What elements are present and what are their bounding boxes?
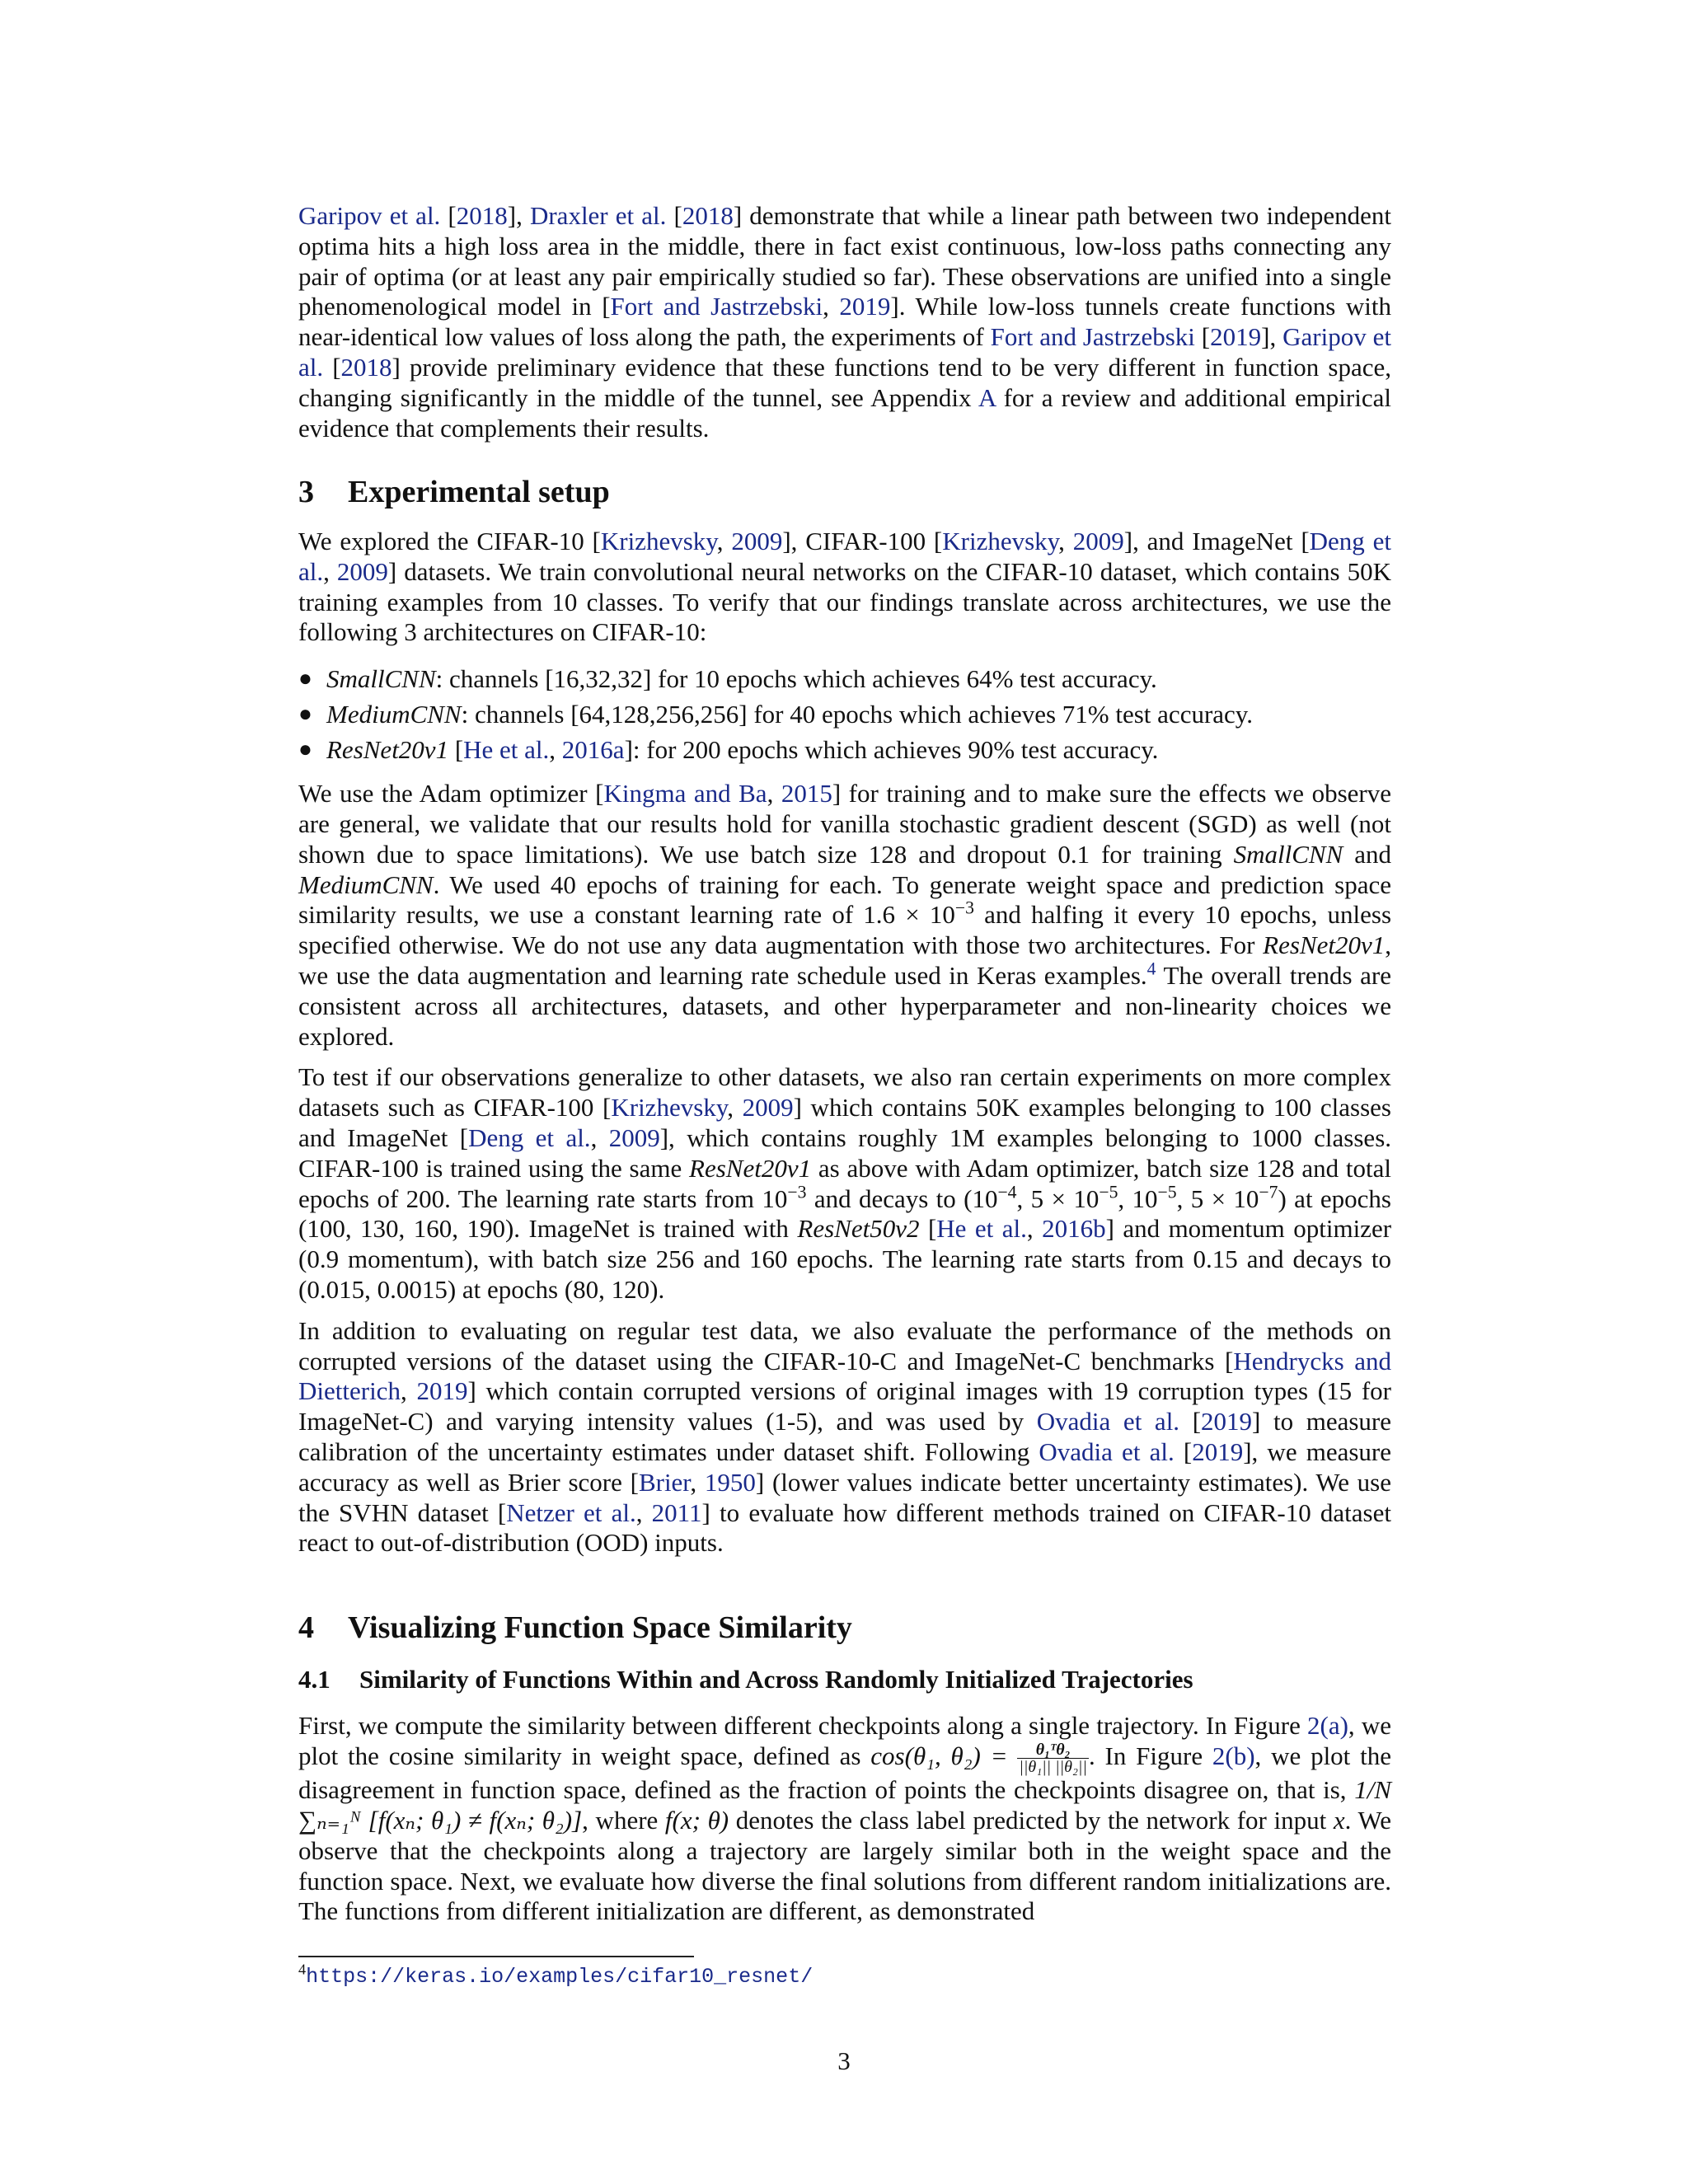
- section-3-paragraph-4: In addition to evaluating on regular test data, we also evaluate the performance of the methods on corrupted versions of the dataset using the CIFAR-10-C and ImageNet-C benchmarks [Hendrycks and Dietterich, 2019] which contain corrupted versions of original images with 19 corruption types (15 for ImageNet-C) and varying intensity values (1-5), and was used by Ovadia et al. [2019] to measure calibration of the uncertainty estimates under dataset shift. Following Ovadia et al. [2019], we measure accuracy as well as Brier score [Brier, 1950] (lower values indicate better uncertainty estimates). We use the SVHN dataset [Netzer et al., 2011] to evaluate how different methods trained on CIFAR-10 dataset react to out-of-distribution (OOD) inputs.: [298, 1315, 1392, 1558]
- section-title: Visualizing Function Space Similarity: [348, 1610, 852, 1645]
- citation-link[interactable]: 2019: [1192, 1436, 1244, 1466]
- citation-link[interactable]: Krizhevsky: [942, 527, 1059, 555]
- citation-link[interactable]: Kingma and Ba: [603, 779, 767, 808]
- math-expression: cos(θ₁, θ₂) =: [870, 1741, 1018, 1770]
- citation-link[interactable]: 2019: [1210, 322, 1262, 352]
- section-number: 4: [298, 1610, 314, 1645]
- subsection-4-1-heading: [298, 1665, 1193, 1694]
- citation-link[interactable]: Netzer et al.: [506, 1497, 636, 1527]
- intro-paragraph: Garipov et al. [2018], Draxler et al. [2018] demonstrate that while a linear path between two independent optima hits a high loss area in the middle, there in fact exist continuous, low-loss paths connecting any pair of optima (or at least any pair empirically studied so far). These observations are unified into a single phenomenological model in [Fort and Jastrzebski, 2019]. While low-loss tunnels create functions with near-identical low values of loss along the path, the experiments of Fort and Jastrzebski [2019], Garipov et al. [2018] provide preliminary evidence that these functions tend to be very different in function space, changing significantly in the middle of the tunnel, see Appendix A for a review and additional empirical evidence that complements their results.: [298, 201, 1392, 443]
- citation-link[interactable]: 2009: [742, 1093, 794, 1122]
- citation-link[interactable]: 2015: [781, 779, 832, 808]
- section-3-heading: [298, 474, 610, 510]
- citation-link[interactable]: A: [978, 382, 996, 412]
- intro-paragraph-block: [298, 201, 1391, 443]
- subsection-title: Similarity of Functions Within and Across Randomly Initialized Trajectories: [359, 1665, 1193, 1694]
- italic-text: SmallCNN: [326, 664, 436, 694]
- italic-text: SmallCNN: [1233, 839, 1343, 869]
- citation-link[interactable]: Garipov et al.: [298, 322, 1391, 382]
- citation-link[interactable]: 2009: [731, 527, 783, 555]
- section-4-paragraph-1: First, we compute the similarity between different checkpoints along a single trajectory. In Figure 2(a), we plot the cosine similarity in weight space, defined as cos(θ₁, θ₂) = $\frac{\text{θ₁ᵀθ₂}}{\text{||θ₁|| ||θ₂||}}$ . In Figure 2(b), we plot the disagreement in function space, defined as the fraction of points the checkpoints disagree on, that is, 1/N ∑ₙ₌₁ᴺ [f(xₙ; θ₁) ≠ f(xₙ; θ₂)], where f(x; θ) denotes the class label predicted by the network for input x. We observe that the checkpoints along a trajectory are largely similar both in the weight space and the function space. Next, we evaluate how diverse the final solutions from different random initializations are. The functions from different initialization are different, as demonstrated: [298, 1711, 1391, 1926]
- citation-link[interactable]: 2018: [456, 201, 508, 230]
- citation-link[interactable]: Deng et al.: [298, 527, 1392, 586]
- list-item-text: MediumCNN: channels [64,128,256,256] for 40 epochs which achieves 71% test accuracy.: [326, 700, 1254, 729]
- citation-link[interactable]: Brier: [638, 1467, 691, 1497]
- italic-text: ResNet20v1: [1263, 930, 1386, 960]
- section-3-paragraph-2: We use the Adam optimizer [Kingma and Ba, 2015] for training and to make sure the effects we observe are general, we validate that our results hold for vanilla stochastic gradient descent (SGD) as well (not shown due to space limitations). We use batch size 128 and dropout 0.1 for training SmallCNN and MediumCNN. We used 40 epochs of training for each. To generate weight space and prediction space similarity results, we use a constant learning rate of $1.6 \times 10^{-3}$ and halfing it every 10 epochs, unless specified otherwise. We do not use any data augmentation with those two architectures. For ResNet20v1, we use the data augmentation and learning rate schedule used in Keras examples.$^4$ The overall trends are consistent across all architectures, datasets, and other hyperparameter and non-linearity choices we explored.: [298, 779, 1392, 1051]
- citation-link[interactable]: Krizhevsky: [611, 1093, 728, 1122]
- footnote-mark: 4: [298, 1961, 307, 1978]
- math-expression: x: [1333, 1805, 1345, 1835]
- list-item-text: SmallCNN: channels [16,32,32] for 10 epochs which achieves 64% test accuracy.: [326, 664, 1157, 694]
- citation-link[interactable]: Garipov et al.: [298, 201, 441, 230]
- exponent: −3: [954, 898, 974, 919]
- citation-link[interactable]: 1950: [704, 1467, 756, 1497]
- architecture-list: [298, 664, 1391, 765]
- exponent: −7: [1259, 1182, 1278, 1202]
- italic-text: ResNet50v2: [797, 1214, 920, 1244]
- section-title: Experimental setup: [348, 475, 610, 509]
- footnote: [298, 1962, 813, 1990]
- section-3-paragraph-1: We explored the CIFAR-10 [Krizhevsky, 2009], CIFAR-100 [Krizhevsky, 2009], and ImageNet [Deng et al., 2009] datasets. We train convolutional neural networks on the CIFAR-10 dataset, which contains 50K training examples from 10 classes. To verify that our findings translate across architectures, we use the following 3 architectures on CIFAR-10:: [298, 527, 1392, 647]
- list-item: [298, 735, 1391, 765]
- subsection-number: 4.1: [298, 1665, 331, 1694]
- citation-link[interactable]: Draxler et al.: [529, 201, 667, 230]
- bullet-icon: ●: [298, 701, 312, 728]
- citation-link[interactable]: 2018: [682, 201, 734, 230]
- section-4-heading: [298, 1610, 852, 1646]
- exponent: −3: [787, 1182, 807, 1202]
- section-4-body: [298, 1711, 1391, 1927]
- list-item: [298, 700, 1391, 729]
- citation-link[interactable]: Hendrycks and Dietterich: [298, 1346, 1391, 1406]
- citation-link[interactable]: Ovadia et al.: [1039, 1436, 1175, 1466]
- cosine-fraction: [1017, 1741, 1089, 1775]
- math-expression: 1/N ∑ₙ₌₁ᴺ [f(xₙ; θ₁) ≠ f(xₙ; θ₂)]: [298, 1775, 1391, 1835]
- citation-link[interactable]: 2011: [651, 1497, 702, 1527]
- citation-link[interactable]: Deng et al.: [468, 1122, 591, 1152]
- section-number: 3: [298, 475, 314, 509]
- citation-link[interactable]: 2019: [839, 292, 891, 321]
- page-number: 3: [837, 2046, 851, 2075]
- exponent: −4: [997, 1182, 1017, 1202]
- citation-link[interactable]: Fort and Jastrzebski: [990, 322, 1195, 352]
- italic-text: MediumCNN: [298, 869, 434, 899]
- citation-link[interactable]: He et al.: [463, 735, 550, 765]
- citation-link[interactable]: 2018: [340, 352, 392, 382]
- section-3-body: [298, 527, 1391, 1558]
- citation-link[interactable]: 2(a): [1307, 1711, 1348, 1740]
- bullet-icon: ●: [298, 737, 312, 763]
- citation-link[interactable]: Krizhevsky: [600, 527, 717, 555]
- fraction-numerator: θ₁ᵀθ₂: [1017, 1741, 1089, 1759]
- citation-link[interactable]: 2009: [336, 556, 388, 586]
- citation-link[interactable]: Ovadia et al.: [1036, 1407, 1180, 1436]
- italic-text: ResNet20v1: [326, 735, 449, 765]
- exponent: −5: [1099, 1182, 1118, 1202]
- italic-text: MediumCNN: [326, 700, 462, 729]
- citation-link[interactable]: 2(b): [1212, 1741, 1255, 1770]
- fraction-denominator: ||θ₁|| ||θ₂||: [1019, 1758, 1087, 1777]
- citation-link[interactable]: 2009: [608, 1122, 660, 1152]
- citation-link[interactable]: He et al.: [936, 1214, 1027, 1244]
- list-item: [298, 664, 1391, 694]
- math-expression: f(x; θ): [664, 1805, 729, 1835]
- citation-link[interactable]: 2016b: [1042, 1214, 1106, 1244]
- bullet-icon: ●: [298, 666, 312, 692]
- section-3-paragraph-3: To test if our observations generalize to other datasets, we also ran certain experiments on more complex datasets such as CIFAR-100 [Krizhevsky, 2009] which contains 50K examples belonging to 100 classes and ImageNet [Deng et al., 2009], which contains roughly 1M examples belonging to 1000 classes. CIFAR-100 is trained using the same ResNet20v1 as above with Adam optimizer, batch size 128 and total epochs of 200. The learning rate starts from $10^{-3}$ and decays to ($10^{-4}$, $5 \times 10^{-5}$, $10^{-5}$, $5 \times 10^{-7}$) at epochs (100, 130, 160, 190). ImageNet is trained with ResNet50v2 [He et al., 2016b] and momentum optimizer (0.9 momentum), with batch size 256 and 160 epochs. The learning rate starts from 0.15 and decays to (0.015, 0.0015) at epochs (80, 120).: [298, 1062, 1392, 1304]
- citation-link[interactable]: 2019: [416, 1376, 468, 1406]
- citation-link[interactable]: Fort and Jastrzebski: [610, 292, 823, 321]
- citation-link[interactable]: 2016a: [561, 735, 625, 765]
- citation-link[interactable]: 2019: [1201, 1407, 1253, 1436]
- citation-link[interactable]: 2009: [1072, 527, 1124, 555]
- exponent: −5: [1157, 1182, 1177, 1202]
- list-item-text: ResNet20v1 [He et al., 2016a]: for 200 epochs which achieves 90% test accuracy.: [326, 735, 1159, 765]
- italic-text: ResNet20v1: [689, 1153, 812, 1183]
- footnote-ref[interactable]: 4: [1146, 958, 1156, 979]
- footnote-divider: [298, 1956, 694, 1957]
- footnote-link[interactable]: https://keras.io/examples/cifar10_resnet/: [306, 1965, 814, 1989]
